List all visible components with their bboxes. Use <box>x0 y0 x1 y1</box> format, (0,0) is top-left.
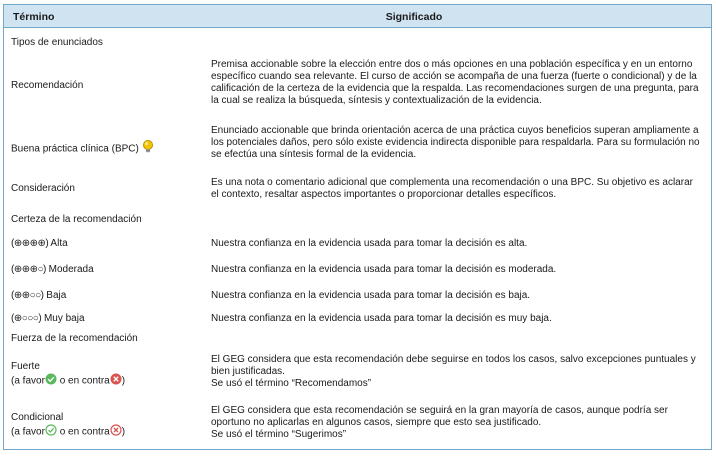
meaning-fuerte <box>211 354 703 390</box>
meaning-fuerte-note: Se usó el término “Recomendamos” <box>211 378 372 389</box>
certainty-label: Moderada <box>48 264 94 275</box>
meaning-condicional <box>211 405 703 441</box>
term-consideracion: Consideración <box>11 183 75 194</box>
term-certeza-alta <box>11 238 68 250</box>
meaning-certeza-muybaja: Nuestra confianza en la evidencia usada para tomar la decisión es muy baja. <box>211 313 552 324</box>
header-meaning: Significado <box>385 11 443 23</box>
header-term: Término <box>13 11 55 23</box>
term-certeza-baja <box>11 290 66 302</box>
meaning-certeza-alta: Nuestra confianza en la evidencia usada para tomar la decisión es alta. <box>211 238 528 249</box>
term-condicional-label: Condicional <box>11 412 64 423</box>
certainty-symbols: (⊕○○○) <box>11 313 42 324</box>
favor-text: (a favor <box>11 375 45 387</box>
check-circle-icon <box>45 373 57 389</box>
lightbulb-icon <box>142 140 154 158</box>
table-header <box>4 5 711 28</box>
section-tipos: Tipos de enunciados <box>11 37 103 48</box>
term-fuerte-label: Fuerte <box>11 361 40 372</box>
definitions-table <box>3 4 712 450</box>
term-bpc-label: Buena práctica clínica (BPC) <box>11 143 139 155</box>
meaning-condicional-text: El GEG considera que esta recomendación se seguirá en la gran mayoría de casos, aunque podría ser oportuno no aplicarlas en algunos casos, siempre que esto sea justificado. <box>211 405 668 428</box>
meaning-condicional-note: Se usó el término “Sugerimos” <box>211 429 347 440</box>
close-paren: ) <box>121 426 126 438</box>
contra-text: o en contra <box>59 426 110 438</box>
contra-text: o en contra <box>59 375 110 387</box>
section-certeza: Certeza de la recomendación <box>11 214 142 225</box>
favor-text: (a favor <box>11 426 45 438</box>
term-fuerte-detail <box>11 373 125 389</box>
close-paren: ) <box>121 375 126 387</box>
meaning-bpc: Enunciado accionable que brinda orientación acerca de una práctica cuyos beneficios superan ampliamente a los potenciales daños, pero sólo existe evidencia indirecta disponible para respaldarla. Para su formulación no se efectúa una síntesis formal de la evidencia. <box>211 125 700 160</box>
term-condicional <box>11 412 125 440</box>
certainty-label: Baja <box>46 290 67 301</box>
certainty-label: Alta <box>50 238 68 249</box>
term-bpc <box>11 140 154 158</box>
term-certeza-muybaja <box>11 313 85 325</box>
meaning-consideracion: Es una nota o comentario adicional que complementa una recomendación o una BPC. Su objetivo es aclarar el contexto, resaltar aspectos importantes o proporcionar detalles específicos. <box>211 177 693 200</box>
section-fuerza: Fuerza de la recomendación <box>11 333 138 344</box>
term-condicional-detail <box>11 424 125 440</box>
check-circle-icon <box>45 424 57 440</box>
certainty-symbols: (⊕⊕⊕○) <box>11 264 46 275</box>
meaning-certeza-moderada: Nuestra confianza en la evidencia usada para tomar la decisión es moderada. <box>211 264 557 275</box>
meaning-fuerte-text: El GEG considera que esta recomendación debe seguirse en todos los casos, salvo excepciones puntuales y bien justificadas. <box>211 354 696 377</box>
cross-circle-icon <box>110 424 122 440</box>
meaning-recomendacion: Premisa accionable sobre la elección entre dos o más opciones en una población específica y en un entorno específico cuando sea relevante. El curso de acción se acompaña de una fuerza (fuerte o condicional) y de la calificación de la certeza de la evidencia que la respalda. Las recomendaciones surgen de una pregunta, para la cual se realiza la búsqueda, síntesis y contextualización de la evidencia. <box>211 59 699 106</box>
cross-circle-icon <box>110 373 122 389</box>
certainty-label: Muy baja <box>43 313 85 324</box>
certainty-symbols: (⊕⊕○○) <box>11 290 44 301</box>
certainty-symbols: (⊕⊕⊕⊕) <box>11 238 49 249</box>
term-certeza-moderada <box>11 264 94 276</box>
term-fuerte <box>11 361 125 389</box>
meaning-certeza-baja: Nuestra confianza en la evidencia usada para tomar la decisión es baja. <box>211 290 531 301</box>
term-recomendacion: Recomendación <box>11 80 84 91</box>
